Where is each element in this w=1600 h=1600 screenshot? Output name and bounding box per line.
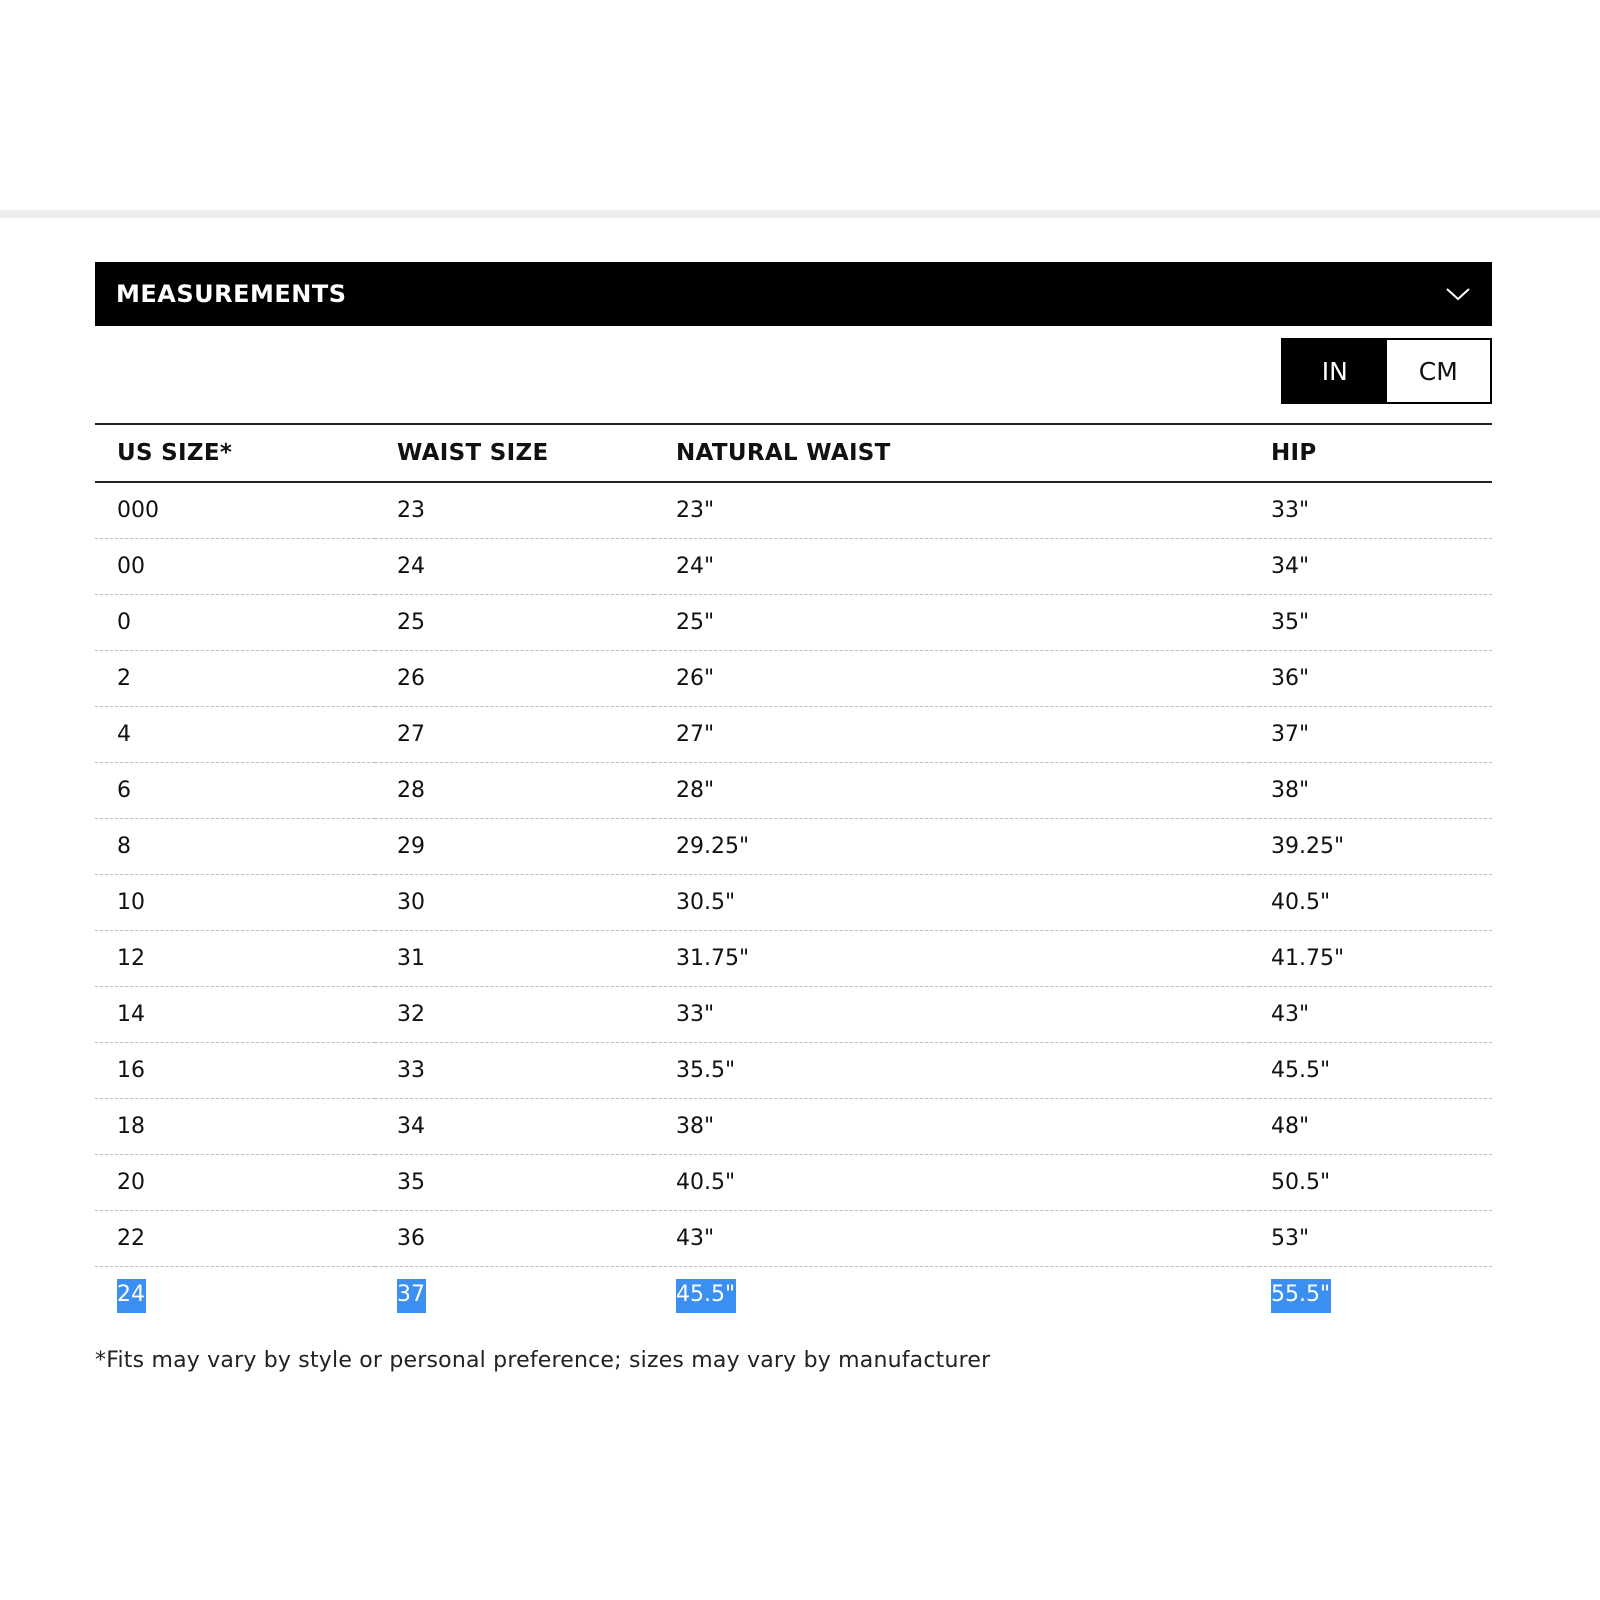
unit-in-button[interactable]: IN bbox=[1283, 340, 1387, 402]
cell-waist-size: 28 bbox=[375, 763, 654, 819]
table-row bbox=[95, 987, 1492, 1043]
cell-hip: 33" bbox=[1249, 482, 1492, 539]
cell-waist-size: 30 bbox=[375, 875, 654, 931]
cell-waist-size: 23 bbox=[375, 482, 654, 539]
cell-us-size: 00 bbox=[95, 539, 375, 595]
measurements-accordion-header[interactable] bbox=[95, 262, 1492, 326]
table-row bbox=[95, 1211, 1492, 1267]
cell-natural-waist: 30.5" bbox=[654, 875, 1249, 931]
cell-us-size: 18 bbox=[95, 1099, 375, 1155]
cell-natural-waist: 43" bbox=[654, 1211, 1249, 1267]
selected-text: 55.5" bbox=[1271, 1279, 1331, 1313]
header-us-size: US SIZE* bbox=[95, 424, 375, 482]
cell-hip: 48" bbox=[1249, 1099, 1492, 1155]
table-row bbox=[95, 1155, 1492, 1211]
cell-natural-waist: 38" bbox=[654, 1099, 1249, 1155]
cell-natural-waist: 27" bbox=[654, 707, 1249, 763]
table-row bbox=[95, 819, 1492, 875]
cell-us-size: 20 bbox=[95, 1155, 375, 1211]
cell-waist-size: 29 bbox=[375, 819, 654, 875]
selected-text: 24 bbox=[117, 1279, 146, 1313]
cell-hip: 37" bbox=[1249, 707, 1492, 763]
top-bar bbox=[0, 0, 1600, 218]
unit-toggle bbox=[1281, 338, 1492, 404]
cell-us-size: 4 bbox=[95, 707, 375, 763]
cell-us-size: 2 bbox=[95, 651, 375, 707]
cell-waist-size: 31 bbox=[375, 931, 654, 987]
cell-natural-waist: 31.75" bbox=[654, 931, 1249, 987]
cell-natural-waist: 23" bbox=[654, 482, 1249, 539]
table-row bbox=[95, 595, 1492, 651]
table-row-selected bbox=[95, 1267, 1492, 1323]
cell-hip: 38" bbox=[1249, 763, 1492, 819]
cell-us-size: 6 bbox=[95, 763, 375, 819]
cell-natural-waist: 29.25" bbox=[654, 819, 1249, 875]
cell-waist-size: 25 bbox=[375, 595, 654, 651]
table-row bbox=[95, 1099, 1492, 1155]
cell-us-size: 10 bbox=[95, 875, 375, 931]
cell-hip: 45.5" bbox=[1249, 1043, 1492, 1099]
cell-waist-size bbox=[375, 1267, 654, 1323]
size-chart-table bbox=[95, 423, 1492, 1322]
cell-hip: 53" bbox=[1249, 1211, 1492, 1267]
cell-natural-waist: 26" bbox=[654, 651, 1249, 707]
cell-natural-waist: 25" bbox=[654, 595, 1249, 651]
cell-natural-waist: 33" bbox=[654, 987, 1249, 1043]
accordion-title: MEASUREMENTS bbox=[116, 280, 347, 308]
table-row bbox=[95, 539, 1492, 595]
selected-text: 37 bbox=[397, 1279, 426, 1313]
cell-hip: 40.5" bbox=[1249, 875, 1492, 931]
header-waist-size: WAIST SIZE bbox=[375, 424, 654, 482]
header-natural-waist: NATURAL WAIST bbox=[654, 424, 1249, 482]
cell-us-size: 14 bbox=[95, 987, 375, 1043]
cell-us-size: 0 bbox=[95, 595, 375, 651]
cell-waist-size: 26 bbox=[375, 651, 654, 707]
table-row bbox=[95, 763, 1492, 819]
header-hip: HIP bbox=[1249, 424, 1492, 482]
cell-waist-size: 36 bbox=[375, 1211, 654, 1267]
cell-hip: 35" bbox=[1249, 595, 1492, 651]
table-header-row bbox=[95, 424, 1492, 482]
table-row bbox=[95, 931, 1492, 987]
cell-waist-size: 35 bbox=[375, 1155, 654, 1211]
cell-waist-size: 33 bbox=[375, 1043, 654, 1099]
cell-us-size bbox=[95, 1267, 375, 1323]
cell-waist-size: 32 bbox=[375, 987, 654, 1043]
cell-natural-waist: 28" bbox=[654, 763, 1249, 819]
cell-natural-waist: 40.5" bbox=[654, 1155, 1249, 1211]
table-row bbox=[95, 1043, 1492, 1099]
cell-waist-size: 27 bbox=[375, 707, 654, 763]
cell-us-size: 8 bbox=[95, 819, 375, 875]
cell-natural-waist: 24" bbox=[654, 539, 1249, 595]
cell-hip: 41.75" bbox=[1249, 931, 1492, 987]
selected-text: 45.5" bbox=[676, 1279, 736, 1313]
chevron-down-icon[interactable] bbox=[1445, 281, 1471, 307]
table-row bbox=[95, 482, 1492, 539]
fit-footnote: *Fits may vary by style or personal preference; sizes may vary by manufacturer bbox=[95, 1348, 991, 1373]
table-row bbox=[95, 651, 1492, 707]
table-row bbox=[95, 875, 1492, 931]
cell-hip: 39.25" bbox=[1249, 819, 1492, 875]
cell-hip: 36" bbox=[1249, 651, 1492, 707]
cell-natural-waist: 35.5" bbox=[654, 1043, 1249, 1099]
cell-us-size: 12 bbox=[95, 931, 375, 987]
cell-us-size: 000 bbox=[95, 482, 375, 539]
cell-waist-size: 24 bbox=[375, 539, 654, 595]
cell-hip: 43" bbox=[1249, 987, 1492, 1043]
cell-hip bbox=[1249, 1267, 1492, 1323]
cell-waist-size: 34 bbox=[375, 1099, 654, 1155]
cell-natural-waist bbox=[654, 1267, 1249, 1323]
cell-us-size: 22 bbox=[95, 1211, 375, 1267]
cell-us-size: 16 bbox=[95, 1043, 375, 1099]
cell-hip: 50.5" bbox=[1249, 1155, 1492, 1211]
cell-hip: 34" bbox=[1249, 539, 1492, 595]
unit-cm-button[interactable]: CM bbox=[1387, 340, 1491, 402]
table-row bbox=[95, 707, 1492, 763]
